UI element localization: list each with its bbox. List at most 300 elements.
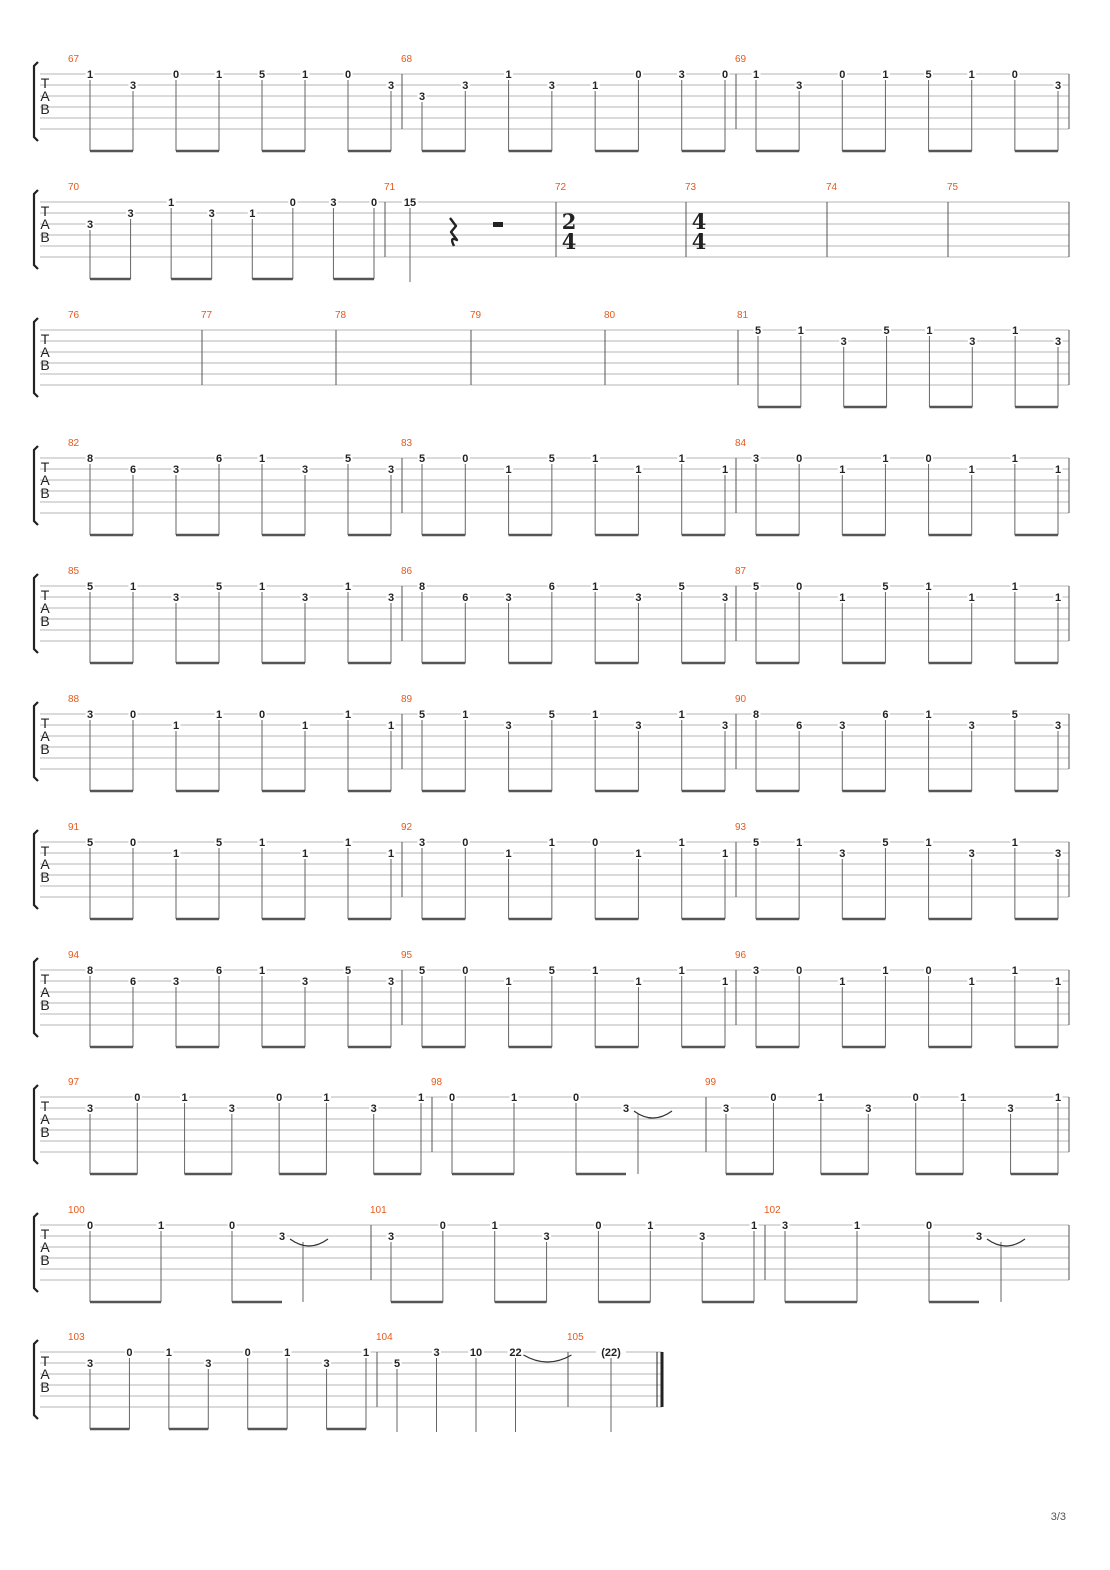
fret-number: 3 [387,1231,395,1243]
system-bracket [34,1085,38,1164]
fret-number: 1 [750,1220,758,1232]
measure-101 [370,1205,759,1302]
fret-number: 1 [510,1092,518,1104]
fret-number: 3 [969,336,976,348]
fret-number: 1 [301,69,309,81]
measure-number: 83 [401,438,413,449]
fret-number: 1 [86,69,94,81]
measure-number: 88 [68,694,80,705]
fret-number: 5 [258,69,266,81]
time-signature-top: 2 [561,209,577,234]
measure-92 [401,822,730,919]
fret-number: 1 [417,1092,425,1104]
fret-number: 3 [330,197,337,209]
tab-clef-b: B [40,741,50,757]
measure-number: 105 [567,1332,584,1343]
fret-number: 1 [1011,965,1018,977]
fret-number: 1 [301,848,309,860]
tie [987,1239,1025,1246]
fret-number: 1 [592,709,599,721]
measure-number: 79 [470,310,482,321]
fret-number: 1 [968,976,975,988]
measure-number: 85 [68,566,80,577]
tab-clef-b: B [40,485,50,501]
measure-73 [685,182,706,254]
fret-number: 6 [129,976,137,988]
fret-number: 0 [129,709,137,721]
fret-number: 1 [181,1092,188,1104]
fret-number: 0 [1011,69,1018,81]
fret-number: 5 [883,325,890,337]
fret-number: 3 [86,219,94,231]
fret-number: 3 [462,80,469,92]
fret-number: 0 [925,453,932,465]
fret-number: 3 [208,208,215,220]
fret-number: 5 [754,325,762,337]
measure-94 [68,950,396,1047]
fret-number: 3 [721,592,729,604]
fret-number: 1 [1012,325,1019,337]
fret-number: 3 [968,848,975,860]
measure-78 [335,310,347,321]
fret-number: 5 [548,453,555,465]
fret-number: 1 [1054,1092,1062,1104]
fret-number: 3 [172,464,180,476]
tab-clef-b: B [40,1124,50,1140]
fret-number: 1 [678,837,685,849]
system-bracket [34,1340,38,1419]
fret-number: 1 [853,1220,861,1232]
tab-clef-t: T [40,203,50,219]
fret-number: 0 [86,1220,94,1232]
fret-number: 0 [796,453,803,465]
tab-clef-a: A [40,1239,50,1255]
tab-clef-a: A [40,728,50,744]
fret-number: 5 [344,453,352,465]
tab-clef-t: T [40,843,50,859]
fret-number: 3 [840,336,847,348]
system-9 [34,1077,1069,1174]
fret-number: 5 [548,965,555,977]
fret-number: 1 [129,581,137,593]
fret-number: 3 [301,464,309,476]
fret-number: 0 [129,837,137,849]
measure-number: 94 [68,950,80,961]
measure-number: 100 [68,1205,85,1216]
fret-number: 3 [722,1103,730,1115]
fret-number: 1 [839,592,846,604]
fret-number: 3 [505,720,512,732]
fret-number: 1 [882,69,889,81]
fret-number: 5 [393,1358,401,1370]
measure-number: 78 [335,310,347,321]
fret-number: 1 [635,464,642,476]
measure-number: 99 [705,1077,717,1088]
page-number: 3/3 [1050,1511,1066,1523]
fret-number: 0 [796,581,803,593]
fret-number: 0 [925,1220,933,1232]
fret-number: 0 [439,1220,446,1232]
fret-number: 1 [362,1347,370,1359]
fret-number: 1 [168,197,175,209]
fret-number: 1 [258,581,266,593]
fret-number: 1 [752,69,760,81]
tab-clef-t: T [40,715,50,731]
fret-number: 1 [165,1347,172,1359]
tab-clef-t: T [40,1226,50,1242]
fret-number: 3 [418,91,426,103]
fret-number: 0 [572,1092,580,1104]
system-1 [34,54,1069,151]
measure-103 [68,1332,371,1429]
tab-clef-t: T [40,1098,50,1114]
fret-number: 0 [462,837,469,849]
measure-80 [604,310,616,321]
fret-number: 1 [678,965,685,977]
measure-number: 102 [764,1205,781,1216]
fret-number: 1 [387,848,395,860]
tab-clef-a: A [40,472,50,488]
fret-number: 3 [370,1103,377,1115]
fret-number: 3 [635,720,642,732]
measure-95 [401,950,730,1047]
fret-number: 0 [462,453,469,465]
fret-number: 1 [215,69,223,81]
fret-number: 1 [647,1220,654,1232]
measure-number: 70 [68,182,80,193]
measure-number: 95 [401,950,413,961]
system-bracket [34,446,38,525]
fret-number: 3 [323,1358,330,1370]
measure-number: 89 [401,694,413,705]
fret-number: 1 [387,720,395,732]
measure-number: 67 [68,54,80,65]
fret-number: 3 [387,976,395,988]
tab-clef-a: A [40,344,50,360]
measure-67 [68,54,396,151]
fret-number: 3 [433,1347,440,1359]
fret-number: 1 [344,837,352,849]
fret-number: 1 [960,1092,967,1104]
fret-number: 5 [925,69,932,81]
time-signature-bottom: 4 [691,229,707,254]
measure-number: 82 [68,438,80,449]
fret-number: 1 [157,1220,165,1232]
fret-number: 6 [548,581,555,593]
measure-82 [68,438,396,535]
fret-number: 3 [1007,1103,1014,1115]
fret-number: 3 [127,208,134,220]
fret-number: 3 [172,976,180,988]
measure-69 [735,54,1063,151]
measure-number: 84 [735,438,747,449]
measure-96 [735,950,1063,1047]
system-bracket [34,62,38,141]
fret-number: 3 [975,1231,983,1243]
fret-number: 1 [968,464,975,476]
fret-number: 0 [228,1220,236,1232]
fret-number: 3 [781,1220,789,1232]
system-6 [34,694,1069,791]
system-8 [34,950,1069,1047]
fret-number: 0 [289,197,296,209]
measure-number: 92 [401,822,413,833]
fret-number: 1 [344,581,352,593]
fret-number: 1 [817,1092,824,1104]
tab-clef-b: B [40,1252,50,1268]
fret-number: 1 [721,464,729,476]
fret-number: 6 [462,592,469,604]
tab-clef-t: T [40,459,50,475]
fret-number: 5 [215,837,223,849]
measure-number: 73 [685,182,697,193]
system-bracket [34,574,38,653]
fret-number: 0 [925,965,932,977]
fret-number: 3 [1054,336,1062,348]
system-bracket [34,958,38,1037]
fret-number: 0 [635,69,642,81]
fret-number: 1 [505,976,512,988]
fret-number: 3 [721,720,729,732]
fret-number: 5 [882,581,889,593]
measure-99 [705,1077,1063,1174]
fret-number: 5 [548,709,555,721]
fret-number: 3 [622,1103,630,1115]
fret-number: 5 [86,837,94,849]
fret-number: 3 [86,1358,94,1370]
system-bracket [34,318,38,397]
measure-100 [68,1205,328,1302]
fret-number: 1 [258,453,266,465]
measure-97 [68,1077,426,1174]
fret-number: 1 [1011,581,1018,593]
fret-number: 1 [968,69,975,81]
fret-number: 1 [258,837,266,849]
fret-number: 8 [418,581,426,593]
fret-number: 3 [865,1103,872,1115]
fret-number: 3 [839,848,846,860]
fret-number: 3 [1054,720,1062,732]
fret-number: 1 [721,976,729,988]
fret-number: 1 [635,976,642,988]
time-signature-bottom: 4 [561,229,577,254]
tab-clef-t: T [40,331,50,347]
measure-81 [737,310,1063,407]
fret-number: 0 [344,69,352,81]
fret-number: 3 [752,965,760,977]
fret-number: 5 [752,837,760,849]
fret-number: 1 [592,80,599,92]
fret-number: 3 [548,80,555,92]
fret-number: 1 [926,325,933,337]
fret-number: 1 [1054,976,1062,988]
fret-number: 5 [215,581,223,593]
system-bracket [34,830,38,909]
measure-76 [68,310,80,321]
fret-number: 6 [215,453,223,465]
fret-number: 1 [797,325,804,337]
measure-98 [431,1077,672,1174]
measure-77 [201,310,213,321]
measure-72 [555,182,576,254]
measure-number: 69 [735,54,747,65]
fret-number: 1 [301,720,309,732]
fret-number: 6 [796,720,803,732]
fret-number: 0 [721,69,729,81]
fret-number: 3 [172,592,180,604]
fret-number: 5 [882,837,889,849]
tab-clef-a: A [40,856,50,872]
tab-clef-b: B [40,1379,50,1395]
measure-number: 77 [201,310,213,321]
measure-number: 68 [401,54,413,65]
fret-number: 0 [276,1092,283,1104]
measure-75 [947,182,959,193]
tie [290,1239,328,1246]
fret-number: 5 [418,709,426,721]
tab-clef-t: T [40,587,50,603]
fret-number: 1 [839,464,846,476]
measure-86 [401,566,730,663]
fret-number: 3 [301,976,309,988]
fret-number: 3 [387,80,395,92]
measure-89 [401,694,730,791]
fret-number: 22 [509,1347,522,1359]
fret-number: 0 [839,69,846,81]
measure-number: 91 [68,822,80,833]
fret-number: 1 [323,1092,330,1104]
fret-number: 3 [543,1231,550,1243]
fret-number: 0 [134,1092,141,1104]
fret-number: 0 [244,1347,251,1359]
tab-clef-a: A [40,88,50,104]
fret-number: 1 [1054,464,1062,476]
measure-85 [68,566,396,663]
system-7 [34,822,1069,919]
fret-number: 1 [678,709,685,721]
system-bracket [34,190,38,269]
fret-number: 1 [839,976,846,988]
fret-number: 0 [126,1347,133,1359]
fret-number: 1 [505,464,512,476]
measure-90 [735,694,1063,791]
fret-number: 3 [1054,848,1062,860]
fret-number: 1 [548,837,555,849]
fret-number: (22) [601,1347,621,1359]
fret-number: 1 [215,709,223,721]
fret-number: 1 [1011,837,1018,849]
system-5 [34,566,1069,663]
fret-number: 3 [387,464,395,476]
fret-number: 1 [1011,453,1018,465]
measure-number: 81 [737,310,749,321]
fret-number: 1 [721,848,729,860]
system-2 [34,182,1069,282]
measure-number: 98 [431,1077,443,1088]
measure-88 [68,694,396,791]
fret-number: 1 [491,1220,498,1232]
fret-number: 1 [968,592,975,604]
fret-number: 5 [418,965,426,977]
fret-number: 3 [129,80,137,92]
fret-number: 3 [418,837,426,849]
fret-number: 3 [968,720,975,732]
system-10 [34,1205,1069,1302]
fret-number: 1 [592,965,599,977]
fret-number: 3 [278,1231,286,1243]
fret-number: 3 [796,80,803,92]
tab-clef-b: B [40,229,50,245]
fret-number: 3 [699,1231,706,1243]
measure-number: 96 [735,950,747,961]
measure-number: 103 [68,1332,85,1343]
system-3 [34,310,1069,407]
measure-number: 104 [376,1332,393,1343]
system-11 [34,1332,662,1432]
fret-number: 0 [370,197,378,209]
measure-79 [470,310,482,321]
measure-83 [401,438,730,535]
fret-number: 0 [912,1092,919,1104]
fret-number: 0 [448,1092,456,1104]
measure-number: 72 [555,182,567,193]
fret-number: 1 [172,720,180,732]
fret-number: 3 [86,1103,94,1115]
fret-number: 1 [258,965,266,977]
fret-number: 3 [839,720,846,732]
fret-number: 5 [752,581,760,593]
measure-number: 80 [604,310,616,321]
tab-clef-t: T [40,75,50,91]
fret-number: 5 [86,581,94,593]
fret-number: 3 [301,592,309,604]
fret-number: 5 [1011,709,1018,721]
fret-number: 5 [678,581,685,593]
time-signature-top: 4 [691,209,707,234]
measure-74 [826,182,838,193]
measure-number: 93 [735,822,747,833]
fret-number: 1 [592,453,599,465]
tab-clef-b: B [40,997,50,1013]
measure-102 [764,1205,1025,1302]
system-bracket [34,702,38,781]
fret-number: 6 [215,965,223,977]
fret-number: 5 [344,965,352,977]
fret-number: 15 [403,197,417,209]
fret-number: 1 [796,837,803,849]
measure-84 [735,438,1063,535]
fret-number: 0 [595,1220,602,1232]
measure-number: 101 [370,1205,387,1216]
tab-clef-b: B [40,869,50,885]
quarter-rest [450,218,457,246]
measure-68 [401,54,730,151]
fret-number: 3 [678,69,685,81]
system-4 [34,438,1069,535]
fret-number: 1 [882,965,889,977]
measure-number: 87 [735,566,747,577]
measure-number: 74 [826,182,838,193]
half-rest [493,222,503,227]
tie [524,1355,572,1362]
fret-number: 1 [462,709,469,721]
fret-number: 8 [86,965,94,977]
measure-105 [567,1332,626,1432]
tab-clef-a: A [40,1366,50,1382]
fret-number: 3 [205,1358,212,1370]
fret-number: 1 [284,1347,291,1359]
fret-number: 3 [387,592,395,604]
